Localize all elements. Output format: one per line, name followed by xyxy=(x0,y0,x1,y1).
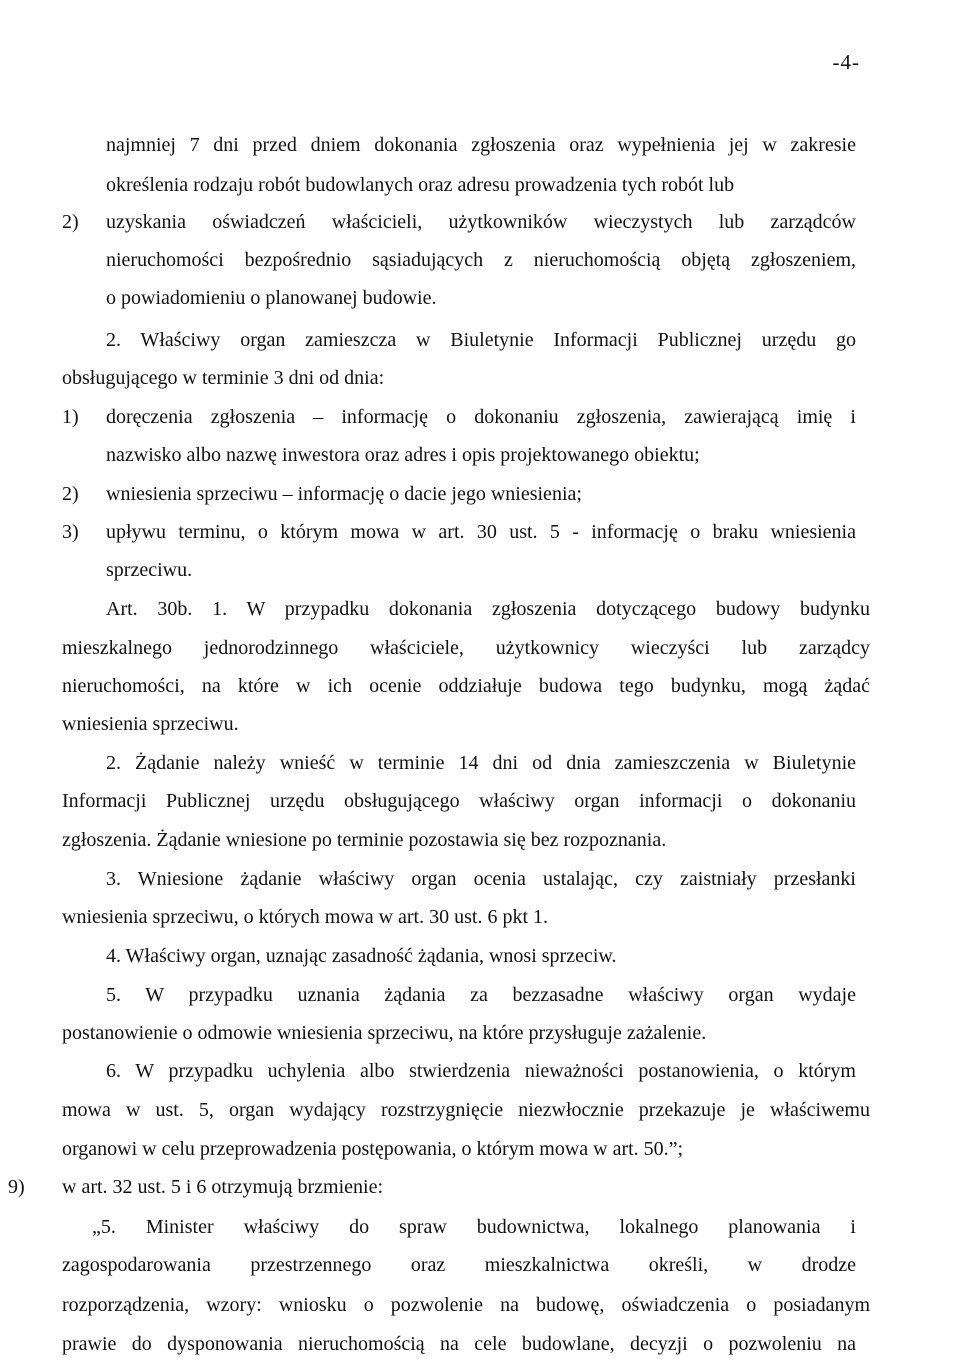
text-line: w art. 32 ust. 5 i 6 otrzymują brzmienie: xyxy=(62,1176,384,1198)
text-line: sprzeciwu. xyxy=(106,559,193,581)
text-line: 4. Właściwy organ, uznając zasadność żądania, wnosi sprzeciw. xyxy=(106,945,617,967)
text-line: upływu terminu, o którym mowa w art. 30 ust. 5 - informację o braku wniesienia xyxy=(106,521,856,543)
text-line: uzyskania oświadczeń właścicieli, użytkowników wieczystych lub zarządców xyxy=(106,211,856,233)
text-line: mieszkalnego jednorodzinnego właściciele, użytkownicy wieczyści lub zarządcy xyxy=(62,637,870,659)
text-line: najmniej 7 dni przed dniem dokonania zgłoszenia oraz wypełnienia jej w zakresie xyxy=(106,134,856,156)
list-item-number: 9) xyxy=(8,1176,25,1198)
text-line: nazwisko albo nazwę inwestora oraz adres i opis projektowanego obiektu; xyxy=(106,444,700,466)
text-line: 2. Żądanie należy wnieść w terminie 14 dni od dnia zamieszczenia w Biuletynie xyxy=(106,752,856,774)
list-item-number: 2) xyxy=(62,211,79,233)
text-line: prawie do dysponowania nieruchomością na cele budowlane, decyzji o pozwoleniu na xyxy=(62,1333,856,1355)
list-item-number: 1) xyxy=(62,406,79,428)
text-line: o powiadomieniu o planowanej budowie. xyxy=(106,287,437,309)
text-line: mowa w ust. 5, organ wydający rozstrzygnięcie niezwłocznie przekazuje je właściwemu xyxy=(62,1099,870,1121)
text-line: „5. Minister właściwy do spraw budownictwa, lokalnego planowania i xyxy=(92,1216,856,1238)
text-line: organowi w celu przeprowadzenia postępowania, o którym mowa w art. 50.”; xyxy=(62,1138,684,1160)
text-line: 6. W przypadku uchylenia albo stwierdzenia nieważności postanowienia, o którym xyxy=(106,1060,856,1082)
text-line: wniesienia sprzeciwu – informację o dacie jego wniesienia; xyxy=(106,483,582,505)
text-line: doręczenia zgłoszenia – informację o dokonaniu zgłoszenia, zawierającą imię i xyxy=(106,406,856,428)
text-line: wniesienia sprzeciwu. xyxy=(62,713,239,735)
text-line: zagospodarowania przestrzennego oraz mieszkalnictwa określi, w drodze xyxy=(62,1254,856,1276)
page-number: -4- xyxy=(832,50,860,74)
text-line: wniesienia sprzeciwu, o których mowa w art. 30 ust. 6 pkt 1. xyxy=(62,906,549,928)
text-line: 2. Właściwy organ zamieszcza w Biuletynie Informacji Publicznej urzędu go xyxy=(106,329,856,351)
text-line: 3. Wniesione żądanie właściwy organ ocenia ustalając, czy zaistniały przesłanki xyxy=(106,868,856,890)
text-line: zgłoszenia. Żądanie wniesione po terminie pozostawia się bez rozpoznania. xyxy=(62,829,667,851)
text-line: nieruchomości, na które w ich ocenie oddziałuje budowa tego budynku, mogą żądać xyxy=(62,675,870,697)
text-line: 5. W przypadku uznania żądania za bezzasadne właściwy organ wydaje xyxy=(106,984,856,1006)
text-line: obsługującego w terminie 3 dni od dnia: xyxy=(62,367,385,389)
text-line: Art. 30b. 1. W przypadku dokonania zgłoszenia dotyczącego budowy budynku xyxy=(106,598,870,620)
text-line: nieruchomości bezpośrednio sąsiadujących z nieruchomością objętą zgłoszeniem, xyxy=(106,249,856,271)
text-line: określenia rodzaju robót budowlanych oraz adresu prowadzenia tych robót lub xyxy=(106,174,735,196)
list-item-number: 3) xyxy=(62,521,79,543)
list-item-number: 2) xyxy=(62,483,79,505)
text-line: rozporządzenia, wzory: wniosku o pozwolenie na budowę, oświadczenia o posiadanym xyxy=(62,1294,870,1316)
text-line: Informacji Publicznej urzędu obsługującego właściwy organ informacji o dokonaniu xyxy=(62,790,856,812)
text-line: postanowienie o odmowie wniesienia sprzeciwu, na które przysługuje zażalenie. xyxy=(62,1022,707,1044)
